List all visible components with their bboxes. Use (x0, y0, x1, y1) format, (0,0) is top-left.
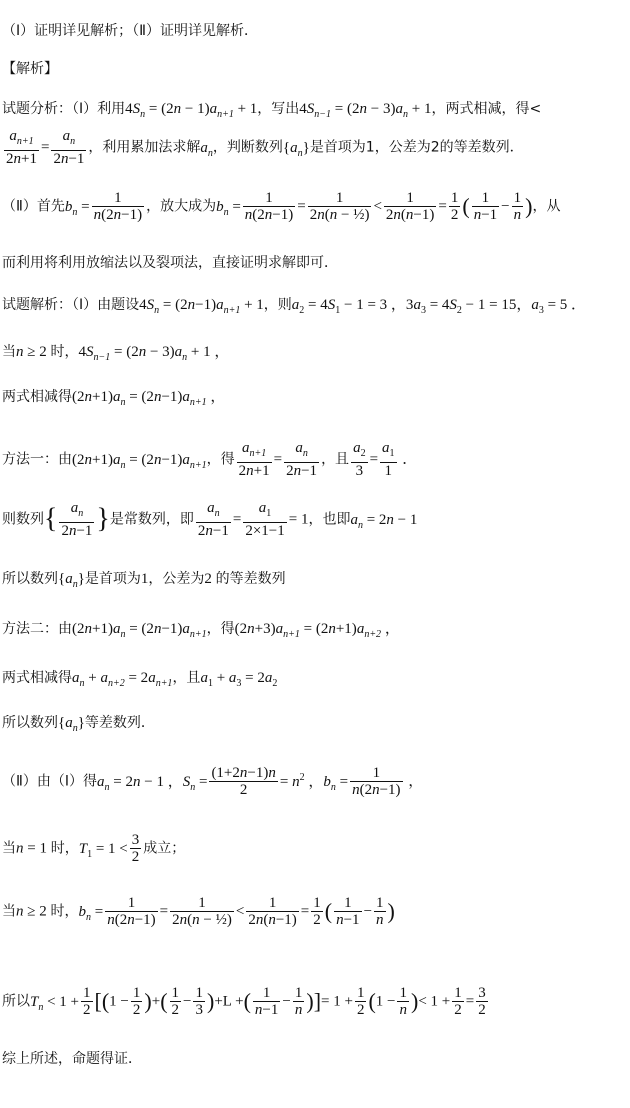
method-one-line: 方法一：由$(2n+1)a_n = (2n-1)a_{n+1}$，得 $\frac{a_{n+1}}{2n+1}$ = $\frac{a_n}{2n-1}$ ，且 $\frac{a_2}{3}$ = $\frac{a_1}{1}$ ． (2, 440, 418, 479)
sum-line: 所以$T_n < 1$ + $\frac{1}{2}$ [(1 − $\frac{1}{2}$ )+( $\frac{1}{2}$ − $\frac{1}{3}$ )+L +( $\frac{1}{n-1}$ − $\frac{1}{n}$ )]= 1 + $\frac{1}{2}$ (1 − $\frac{1}{n}$ )< 1 + $\frac{1}{2}$ = $\frac{3}{2}$ (2, 985, 486, 1018)
section-heading: 【解析】 (2, 61, 58, 77)
analysis-line-1: 试题分析：（Ⅰ）利用$4S_n = (2n - 1)a_{n+1} + 1$，写出$4S_{n-1} = (2n - 3)a_n + 1$，两式相减，得< (2, 101, 542, 120)
method-two-line: 方法二：由$(2n+1)a_n = (2n-1)a_{n+1}$，得$(2n+3)a_{n+1} = (2n+1)a_{n+2}$ ， (2, 621, 400, 640)
solution-line-2: 当n ≥ 2 时，$4S_{n-1} = (2n - 3)a_n + 1$ ， (2, 344, 230, 363)
case-n2-line: 当n ≥ 2 时，$b_n$ = $\frac{1}{n(2n-1)}$ = $\frac{1}{\text{2n(n − ½)}}$ < $\frac{1}{2n(n-1)}$ = $\frac{1}{2}$ ( $\frac{1}{n-1}$ − $\frac{1}{n}$ ) (2, 895, 395, 928)
analysis-line-4: 而利用将利用放缩法以及裂项法，直接证明求解即可． (2, 255, 338, 271)
final-conclusion: 综上所述，命题得证． (2, 1051, 142, 1067)
subtract-line: 两式相减得$a_n + a_{n+2} = 2a_{n+1}$，且$a_1 + a_3 = 2a_2$ (2, 670, 278, 689)
analysis-line-3: （Ⅱ）首先$b_n$ = $\frac{1}{n(2n-1)}$ ，放大成为$b_n$ = $\frac{1}{n(2n-1)}$ = $\frac{1}{\text{2n(n − ½)}}$ < $\frac{1}{2n(n-1)}$ = $\frac{1}{2}$ ( $\frac{1}{n-1}$ − $\frac{1}{n}$ )，从 (2, 190, 561, 223)
answer-line: （Ⅰ）证明详见解析；（Ⅱ）证明详见解析． (2, 23, 259, 39)
analysis-line-2: $\frac{a_{n+1}}{2n+1}$ = $\frac{a_n}{2n-1}$ ，利用累加法求解$a_n$，判断数列$\{a_n\}$是首项为1，公差为2的等差数列． (6, 128, 524, 167)
constant-sequence-line: 则数列{ $\frac{a_n}{2n-1}$ }是常数列，即 $\frac{a_n}{2n-1}$ = $\frac{a_1}{2\times 1-1}$ = 1，也即$a_n = 2n - 1$ (2, 500, 418, 539)
case-n1-line: 当n = 1 时，$T_1 = 1$ < $\frac{3}{2}$ 成立； (2, 832, 186, 865)
solution-line-3: 两式相减得$(2n+1)a_n = (2n-1)a_{n+1}$ ， (2, 389, 226, 408)
part-two-line: （Ⅱ）由（Ⅰ）得$a_n = 2n - 1$ ，$S_n$ = $\frac{(1+2n-1)n}{2}$ = $n^2$ ，$b_n$ = $\frac{1}{n(2n-1)}$ ， (2, 765, 424, 798)
conclusion-line-2: 所以数列$\{a_n\}$等差数列． (2, 715, 155, 734)
conclusion-line-1: 所以数列$\{a_n\}$是首项为1，公差为2 的等差数列 (2, 571, 286, 590)
solution-line-1: 试题解析：（Ⅰ）由题设$4S_n = (2n-1)a_{n+1} + 1$，则$a_2 = 4S_1 - 1 = 3$ ，$3a_3 = 4S_2 - 1 = 15$，$a_3 = 5$ ． (2, 297, 587, 316)
